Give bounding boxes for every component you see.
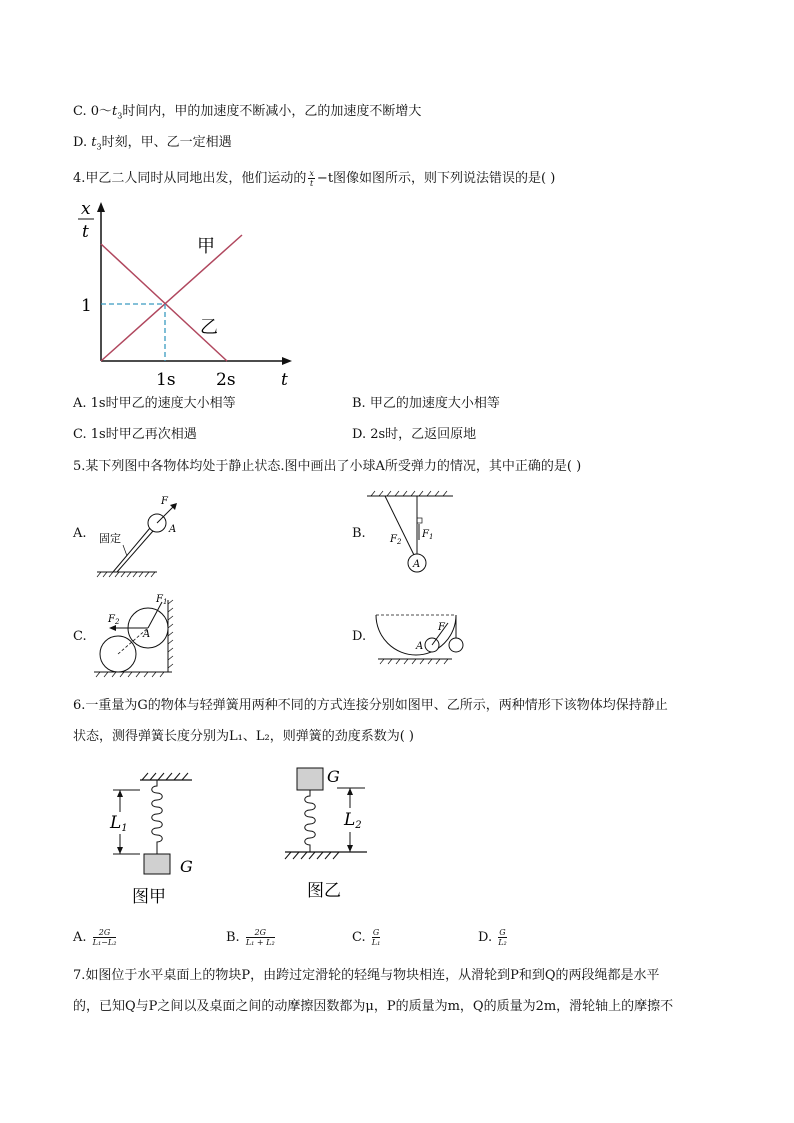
floor-hatch — [96, 672, 164, 677]
force-f1-label: $F_1$ — [156, 594, 168, 606]
q6-figure-yi — [275, 760, 385, 900]
q5-label-a: A. — [73, 526, 87, 541]
q5-label-c: C. — [73, 629, 87, 644]
arrowhead-top — [347, 788, 353, 795]
ball-label: A — [413, 559, 421, 570]
q7-stem-line2: 的，已知Q与P之间以及桌面之间的动摩擦因数都为μ，P的质量为m，Q的质量为2m，滑轮轴上的摩擦不 — [73, 999, 674, 1014]
q5-figure-c — [92, 590, 184, 680]
q6-option-a: A. $\frac{2G}{\text{L₁−L₂}}$ — [73, 928, 117, 947]
q4-stem-fraction: $\frac{x}{t}$ — [309, 169, 314, 188]
q7-stem-line1: 7.如图位于水平桌面上的物块P，由跨过定滑轮的轻绳与物块相连，从滑轮到P和到Q的两段绳都是水平 — [73, 968, 660, 983]
ball-right — [449, 638, 463, 652]
q5-figure-d — [372, 605, 472, 665]
caption: 图乙 — [307, 881, 341, 900]
right-angle-mark — [417, 518, 422, 523]
spring — [152, 780, 163, 854]
q6-option-b: B. $\frac{2G}{\text{L₁ + L₂}}$ — [226, 928, 275, 947]
q4-y-label-den: t — [82, 222, 89, 242]
force-f-label: F — [161, 496, 168, 507]
force-f1-label: $F_1$ — [422, 529, 434, 541]
fixed-pointer — [123, 545, 127, 556]
ground-hatch — [380, 659, 448, 664]
arrowhead-bottom — [347, 845, 353, 852]
q4-y-label-num: x — [81, 199, 91, 219]
q4-option-a: A. 1s时甲乙的速度大小相等 — [73, 396, 236, 411]
q5-label-d: D. — [352, 629, 367, 644]
q4-stem: 4.甲乙二人同时从同地出发，他们运动的 $\frac{x}{t}$ −t图像如图所示，则下列说法错误的是( ) — [73, 169, 556, 188]
ball-label: A — [416, 641, 424, 652]
arrowhead-top — [117, 790, 123, 797]
q4-xt-graph — [70, 198, 310, 390]
length-label: L2 — [344, 810, 362, 831]
q3-option-d: D. $t_3$时刻，甲、乙一定相遇 — [73, 135, 232, 152]
q5-stem: 5.某下列图中各物体均处于静止状态.图中画出了小球A所受弹力的情况，其中正确的是( ) — [73, 459, 582, 474]
q4-label-yi: 乙 — [200, 317, 218, 338]
q4-y-axis-arrow — [97, 202, 105, 212]
q4-option-c: C. 1s时甲乙再次相遇 — [73, 427, 197, 442]
q5-label-b: B. — [352, 526, 366, 541]
q6-figure-jia — [100, 770, 210, 910]
ceiling-hatch — [371, 491, 447, 496]
q4-tick-x-1s: 1s — [156, 370, 176, 390]
arrowhead-bottom — [117, 847, 123, 854]
q4-option-d: D. 2s时，乙返回原地 — [352, 427, 477, 442]
ground-hatch — [97, 572, 155, 577]
force-f2-label: $F_2$ — [108, 614, 120, 626]
q4-x-label: t — [281, 370, 288, 390]
q4-line-jia — [101, 235, 242, 361]
q4-label-jia: 甲 — [197, 236, 215, 257]
q6-stem-line2: 状态，测得弹簧长度分别为L₁、L₂，则弹簧的劲度系数为( ) — [73, 729, 414, 744]
fixed-label: 固定 — [99, 532, 121, 545]
weight-block — [297, 768, 323, 790]
caption: 图甲 — [132, 887, 166, 907]
ceiling-hatch — [142, 773, 188, 780]
force-f2-label: $F_2$ — [390, 534, 402, 546]
length-label: L1 — [110, 813, 128, 834]
q4-x-axis-arrow — [282, 357, 292, 365]
spring — [305, 790, 316, 852]
q6-option-c: C. $\frac{G}{\text{L₁}}$ — [352, 928, 381, 947]
q4-tick-x-2s: 2s — [216, 370, 236, 390]
q6-stem-line1: 6.一重量为G的物体与轻弹簧用两种不同的方式连接分别如图甲、乙所示，两种情形下该物体均保持静止 — [73, 698, 668, 713]
weight-label: G — [180, 857, 193, 876]
weight-block — [144, 854, 170, 874]
weight-label: G — [327, 767, 340, 786]
q5-figure-b — [365, 490, 465, 580]
force-f-label: F — [438, 622, 445, 633]
q4-tick-y-1: 1 — [81, 296, 92, 316]
slanted-string — [385, 496, 414, 555]
q5-figure-a — [95, 490, 195, 580]
q3-option-c: C. $0\sim t_3$时间内，甲的加速度不断减小，乙的加速度不断增大 — [73, 104, 422, 121]
ball-label: A — [143, 629, 151, 640]
q4-option-b: B. 甲乙的加速度大小相等 — [352, 396, 500, 411]
q6-option-d: D. $\frac{G}{\text{L₂}}$ — [478, 928, 507, 947]
ball-label: A — [169, 524, 177, 535]
ground-hatch — [285, 852, 339, 859]
wall-hatch — [168, 600, 173, 668]
